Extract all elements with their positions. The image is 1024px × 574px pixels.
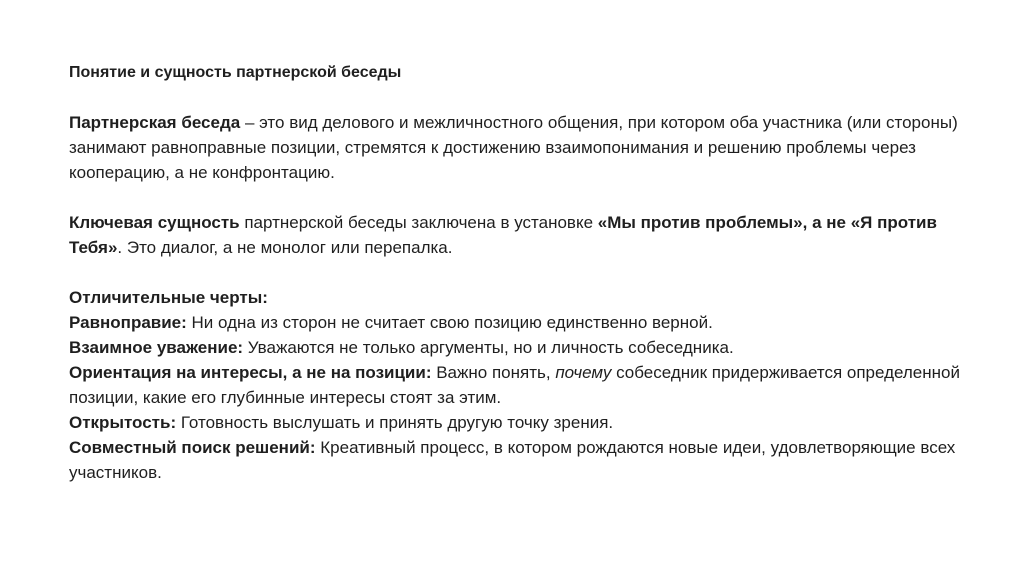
feature-text-before: Важно понять, [431,363,556,382]
essence-paragraph [69,210,969,260]
feature-text: Ни одна из сторон не считает свою позицию единственно верной. [186,313,713,332]
essence-quote: «Мы против проблемы», а не «Я против Тебя» [69,213,937,257]
feature-label: Открытость: [69,413,177,432]
features-heading-text: Отличительные черты: [69,288,268,307]
feature-text-after: собеседник придерживается определенной позиции, какие его глубинные интересы стоят за этим. [69,363,960,407]
spacer [69,185,969,210]
feature-emphasis: почему [555,363,612,382]
feature-item-interests [69,360,969,410]
features-heading [69,285,969,310]
feature-label: Взаимное уважение: [69,338,244,357]
feature-text: Уважаются не только аргументы, но и личность собеседника. [243,338,734,357]
essence-lead: Ключевая сущность [69,213,240,232]
slide-content [69,60,969,485]
spacer [69,85,969,110]
essence-text-2: . Это диалог, а не монолог или перепалка. [117,238,453,257]
feature-label: Равноправие: [69,313,187,332]
feature-label: Ориентация на интересы, а не на позиции: [69,363,432,382]
feature-item-equality [69,310,969,335]
definition-paragraph [69,110,969,185]
spacer [69,260,969,285]
definition-term: Партнерская беседа [69,113,241,132]
essence-text-1: партнерской беседы заключена в установке [239,213,598,232]
feature-item-respect [69,335,969,360]
feature-text: Креативный процесс, в котором рождаются новые идеи, удовлетворяющие всех участников. [69,438,956,482]
feature-label: Совместный поиск решений: [69,438,316,457]
feature-item-openness [69,410,969,435]
slide-title: Понятие и сущность партнерской беседы [69,64,402,81]
feature-item-joint-search [69,435,969,485]
definition-text: – это вид делового и межличностного общения, при котором оба участника (или стороны) занимают равноправные позиции, стремятся к достижению взаимопонимания и решению проблемы через кооперацию, а не конфронтацию. [69,113,958,182]
feature-text: Готовность выслушать и принять другую точку зрения. [176,413,614,432]
